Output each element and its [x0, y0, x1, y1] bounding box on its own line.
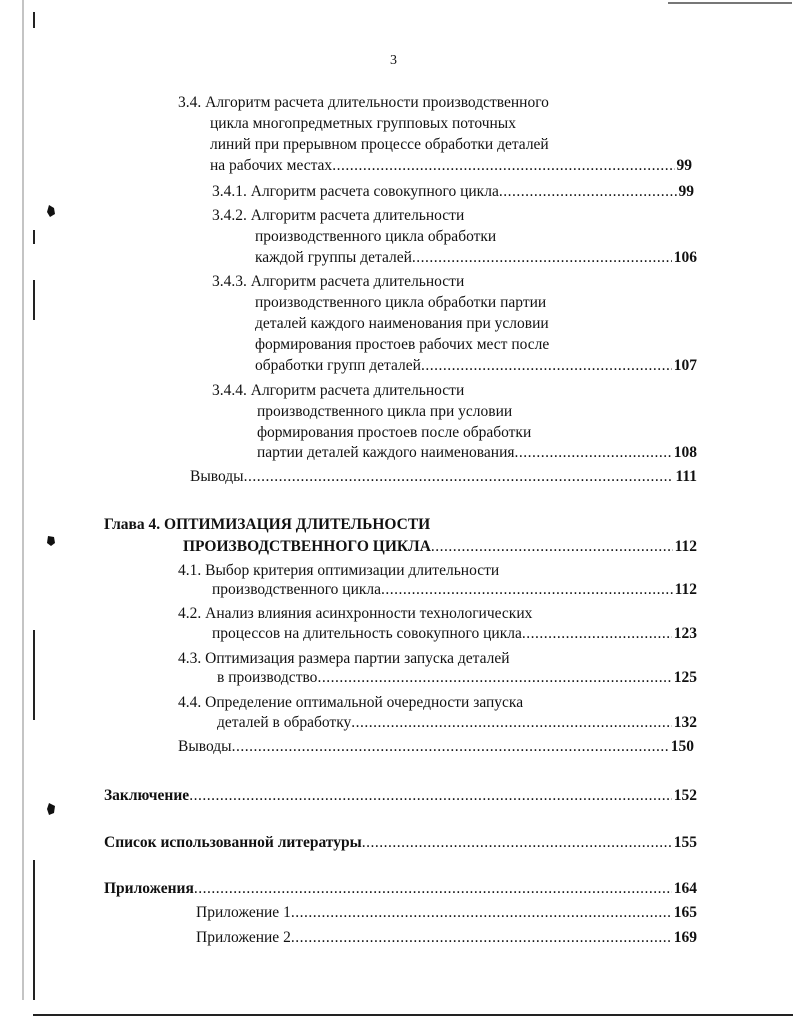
- toc-entry-3-4-2-line: производственного цикла обработки: [255, 228, 497, 245]
- scan-mark: [33, 630, 35, 720]
- toc-page-number: 123: [673, 625, 697, 642]
- toc-entry-3-4-3-line: производственного цикла обработки партии: [255, 294, 547, 311]
- leader-dots: [431, 537, 673, 557]
- page-number: 3: [390, 53, 397, 68]
- scan-mark: [33, 860, 35, 1000]
- toc-entry-4-1-last-line[interactable]: производственного цикла ..... 112: [212, 580, 697, 600]
- toc-entry-4-3-line: 4.3. Оптимизация размера партии запуска деталей: [178, 650, 510, 667]
- toc-page-number: 164: [673, 880, 697, 897]
- toc-entry-3-4-4-last-line[interactable]: партии деталей каждого наименования ..... 108: [257, 443, 697, 463]
- toc-entry-conclusions-4[interactable]: Выводы ..... 150: [178, 737, 694, 757]
- toc-page-number: 112: [674, 581, 697, 598]
- toc-entry-appendix-1[interactable]: Приложение 1 ..... 165: [196, 903, 697, 923]
- leader-dots: [381, 580, 673, 600]
- toc-page-number: 112: [674, 538, 697, 555]
- toc-entry-3-4-3-line: формирования простоев рабочих мест после: [255, 336, 550, 353]
- punch-mark-icon: [46, 803, 56, 815]
- toc-page-number: 132: [673, 714, 697, 731]
- leader-dots: [317, 668, 671, 688]
- toc-page-number: 99: [676, 157, 692, 174]
- leader-dots: [362, 833, 672, 853]
- toc-entry-4-2-line: 4.2. Анализ влияния асинхронности технологических: [178, 605, 533, 622]
- punch-mark-icon: [46, 205, 56, 217]
- scan-mark: [33, 230, 35, 244]
- leader-dots: [291, 903, 672, 923]
- toc-entry-3-4-1[interactable]: 3.4.1. Алгоритм расчета совокупного цикла ..... 99: [212, 182, 694, 202]
- leader-dots: [291, 928, 672, 948]
- toc-entry-3-4-line: 3.4. Алгоритм расчета длительности производственного: [178, 94, 549, 111]
- toc-entry-references[interactable]: Список использованной литературы ..... 155: [104, 833, 697, 853]
- toc-entry-4-4-line: 4.4. Определение оптимальной очередности запуска: [178, 694, 524, 711]
- toc-chapter-4-title: Глава 4. ОПТИМИЗАЦИЯ ДЛИТЕЛЬНОСТИ: [104, 516, 431, 533]
- toc-entry-3-4-3-last-line[interactable]: обработки групп деталей ..... 107: [255, 356, 697, 376]
- toc-entry-3-4-2-last-line[interactable]: каждой группы деталей ..... 106: [255, 248, 697, 268]
- toc-chapter-4-last-line[interactable]: ПРОИЗВОДСТВЕННОГО ЦИКЛА ..... 112: [183, 537, 697, 557]
- leader-dots: [421, 356, 672, 376]
- toc-page-number: 152: [673, 787, 697, 804]
- toc-entry-4-4-last-line[interactable]: деталей в обработку ..... 132: [217, 713, 697, 733]
- toc-page-number: 150: [670, 738, 694, 755]
- toc-entry-appendix-2[interactable]: Приложение 2 ..... 169: [196, 928, 697, 948]
- toc-entry-conclusion[interactable]: Заключение ..... 152: [104, 786, 697, 806]
- toc-page-number: 107: [673, 357, 697, 374]
- punch-mark-icon: [46, 535, 56, 547]
- scan-top-edge: [668, 2, 792, 4]
- toc-page-number: 108: [673, 444, 697, 461]
- toc-page-number: 99: [678, 183, 694, 200]
- leader-dots: [189, 786, 672, 806]
- toc-entry-3-4-line: цикла многопредметных групповых поточных: [210, 115, 516, 132]
- toc-page-number: 125: [673, 669, 697, 686]
- leader-dots: [499, 182, 677, 202]
- toc-entry-conclusions-3[interactable]: Выводы ..... 111: [190, 467, 697, 487]
- toc-entry-3-4-2-line: 3.4.2. Алгоритм расчета длительности: [212, 207, 465, 224]
- toc-entry-3-4-line: линий при прерывном процессе обработки деталей: [210, 136, 549, 153]
- leader-dots: [515, 443, 672, 463]
- toc-page-number: 106: [673, 249, 697, 266]
- toc-entry-3-4-3-line: 3.4.3. Алгоритм расчета длительности: [212, 273, 465, 290]
- toc-entry-3-4-last-line[interactable]: на рабочих местах ..... 99: [210, 156, 692, 176]
- toc-entry-3-4-3-line: деталей каждого наименования при условии: [255, 315, 549, 332]
- scan-mark: [33, 280, 35, 320]
- toc-page-number: 169: [673, 929, 697, 946]
- scan-mark: [33, 12, 35, 28]
- leader-dots: [232, 737, 669, 757]
- toc-page-number: 165: [673, 904, 697, 921]
- toc-page-number: 155: [673, 834, 697, 851]
- toc-entry-4-3-last-line[interactable]: в производство ..... 125: [217, 668, 697, 688]
- toc-entry-4-2-last-line[interactable]: процессов на длительность совокупного цикла ..... 123: [212, 624, 697, 644]
- toc-page-number: 111: [675, 468, 697, 485]
- toc-entry-3-4-4-line: 3.4.4. Алгоритм расчета длительности: [212, 382, 465, 399]
- scan-left-border: [22, 0, 24, 1000]
- leader-dots: [332, 156, 674, 176]
- toc-entry-appendices[interactable]: Приложения ..... 164: [104, 879, 697, 899]
- leader-dots: [351, 713, 671, 733]
- leader-dots: [244, 467, 674, 487]
- toc-entry-3-4-4-line: производственного цикла при условии: [257, 403, 513, 420]
- scan-bottom-border: [33, 1014, 793, 1016]
- toc-entry-4-1-line: 4.1. Выбор критерия оптимизации длительности: [178, 562, 500, 579]
- leader-dots: [412, 248, 672, 268]
- toc-entry-3-4-4-line: формирования простоев после обработки: [257, 424, 532, 441]
- leader-dots: [522, 624, 672, 644]
- leader-dots: [194, 879, 672, 899]
